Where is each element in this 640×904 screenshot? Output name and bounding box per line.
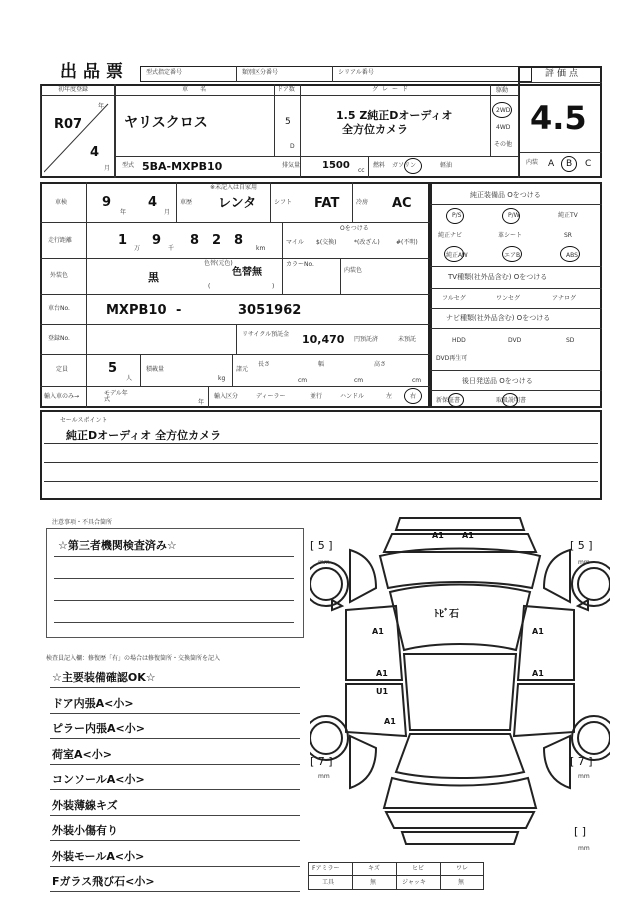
equip-tv: 純正TV: [558, 212, 578, 219]
ac-label: 冷房: [356, 199, 369, 206]
tire-front-right: [ 5 ]: [570, 539, 593, 552]
equip-airbag-circle: [502, 246, 522, 262]
mile-circle-note: Oをつける: [340, 225, 369, 232]
fuel-gasoline: ガソリン: [392, 162, 417, 169]
navi-title: ナビ種類(社外品含む) Oをつける: [446, 314, 551, 322]
class-no-label: 類別区分番号: [242, 69, 279, 76]
door-count: 5: [285, 117, 291, 127]
equip-airbag: エアB: [504, 252, 521, 259]
dims-label: 諸元: [236, 366, 249, 373]
damage-mark: A1: [462, 531, 474, 540]
damage-mark: A1: [376, 669, 388, 678]
inspector-note: 外装薄線キズ: [52, 798, 118, 812]
first-reg-month: 4: [90, 145, 100, 160]
inspector-note: ピラー内張A<小>: [52, 722, 145, 735]
interior-a: A: [548, 159, 555, 169]
color-change-value: 色替無: [232, 267, 262, 278]
drive-2wd-circle: [492, 102, 512, 118]
displacement-unit: cc: [358, 167, 365, 174]
inspector-rule: [50, 815, 300, 816]
score-label: 評価点: [545, 69, 582, 79]
recycle-value: 10,470: [302, 333, 345, 346]
tire-unit: mm: [578, 845, 590, 852]
glass-header: ワレ: [456, 865, 469, 872]
interior-b: B: [566, 159, 573, 169]
notes-label: 注意事項・不具合箇所: [52, 519, 113, 526]
registration-label: 登録No.: [48, 335, 70, 342]
glass-header: キズ: [368, 865, 380, 872]
model-year-unit: 年: [198, 399, 205, 406]
drive-4wd: 4WD: [496, 124, 511, 131]
inspector-rule: [50, 764, 300, 765]
interior-color-label: 内装色: [344, 267, 363, 274]
inspector-rule: [50, 891, 300, 892]
after-manual: 取扱説明書: [496, 397, 527, 404]
capacity-unit: 人: [126, 375, 133, 382]
inspector-rule: [50, 789, 300, 790]
inspector-rule: [50, 713, 300, 714]
color-label: 外装色: [50, 272, 69, 279]
inspector-note: 外装モールA<小>: [52, 849, 145, 863]
fuel-label: 燃料: [373, 162, 386, 169]
model-label: 型式: [122, 162, 135, 169]
interior-b-circle: [561, 156, 577, 172]
inspection-year: 9: [102, 195, 112, 210]
mileage-unit-sen: 千: [168, 245, 175, 252]
tire-front-left: [ 5 ]: [310, 539, 333, 552]
payload-label: 積載量: [146, 366, 165, 373]
tire-rear-left: [ 7 ]: [310, 755, 333, 768]
car-diagram: [310, 510, 610, 890]
color-no-label: カラーNo.: [286, 261, 314, 268]
mileage-digit: 2: [212, 233, 222, 248]
equip-leather: 革シート: [498, 232, 523, 239]
damage-mark: A1: [532, 627, 544, 636]
dims-unit: cm: [298, 377, 308, 384]
inspector-rule: [50, 840, 300, 841]
navi-dvd-play: DVD再生可: [436, 355, 468, 362]
mile-tampered: *(改ざん): [354, 239, 380, 246]
chassis-prefix: MXPB10: [106, 303, 167, 318]
tire-unit: mm: [578, 559, 590, 566]
inspector-rule: [50, 866, 300, 867]
recycle-paid: 円預託済: [354, 336, 379, 343]
mileage-label: 走行距離: [48, 237, 73, 244]
inspector-note: 外装小傷有り: [52, 824, 118, 837]
dims-unit: cm: [412, 377, 422, 384]
mile-exchange: $(交換): [316, 239, 337, 246]
color-change-label: 色替(元色): [204, 260, 233, 267]
after-manual-circle: [502, 393, 518, 407]
first-reg-month-unit: 月: [104, 165, 111, 172]
tire-unit: mm: [318, 773, 330, 780]
inspector-note: ドア内張A<小>: [52, 696, 134, 710]
tire-unit: mm: [318, 559, 330, 566]
damage-mark: A1: [532, 669, 544, 678]
damage-mark: A1: [372, 627, 384, 636]
recycle-label: リサイクル預託金: [242, 331, 290, 338]
diesel-label: 軽油: [440, 162, 453, 169]
equip-ps: P/S: [452, 212, 462, 219]
recycle-unpaid: 未預託: [398, 336, 417, 343]
ac-value: AC: [392, 196, 412, 211]
after-title: 後日発送品 Oをつける: [462, 377, 533, 385]
glass-header: Fアミラー: [312, 865, 340, 872]
color-value: 黒: [148, 271, 159, 284]
interior-label: 内装: [526, 159, 539, 166]
equipment-title: 純正装備品 Oをつける: [470, 191, 541, 199]
paren-close: ): [272, 283, 275, 290]
chassis-label: 車台No.: [48, 305, 70, 312]
glass-value: 工具: [322, 879, 335, 886]
notes-line1: ☆第三者機関検査済み☆: [58, 539, 177, 552]
displacement-label: 排気量: [282, 162, 301, 169]
history-label: 車歴: [180, 199, 193, 206]
sales-label: セールスポイント: [60, 417, 108, 424]
mile-unknown: #(不明): [396, 239, 418, 246]
fuel-circle: [404, 158, 422, 174]
inspection-month: 4: [148, 195, 158, 210]
door-count-label: ドア数: [277, 86, 295, 93]
glass-header: ヒビ: [412, 865, 425, 872]
handle-right-circle: [404, 388, 422, 404]
interior-c: C: [585, 159, 592, 169]
dims-height: 高さ: [374, 361, 387, 368]
sales-box: [40, 410, 602, 500]
import-parallel: 並行: [310, 393, 323, 400]
handle-right: 右: [410, 393, 417, 400]
first-reg-label: 初年度登録: [58, 86, 89, 93]
mile-label: マイル: [286, 239, 304, 246]
mileage-unit-km: km: [256, 245, 266, 252]
equip-abs: ABS: [566, 252, 578, 259]
drive-label: 駆動: [496, 87, 509, 94]
damage-mark: A1: [384, 717, 396, 726]
import-type-label: 輸入区分: [214, 393, 239, 400]
tv-fullseg: フルセグ: [442, 295, 466, 302]
mileage-digits: [100, 228, 270, 254]
equip-pw: P/W: [508, 212, 520, 219]
page-title: 出品票: [60, 62, 129, 82]
drive-2wd: 2WD: [496, 107, 511, 114]
grade-line1: 1.5 Z純正Dオーディオ: [336, 109, 453, 122]
equip-abs-circle: [560, 246, 580, 262]
diagonal-slash: [44, 100, 114, 176]
damage-mark: A1: [432, 531, 444, 540]
glass-value: 無: [458, 879, 465, 886]
inspector-rule: [50, 687, 300, 688]
grade-label: グレード: [372, 86, 413, 93]
tire-unit: mm: [578, 773, 590, 780]
month-unit: 月: [164, 209, 171, 216]
inspector-note: Fガラス飛び石<小>: [52, 875, 155, 888]
inspector-note: コンソールA<小>: [52, 773, 145, 786]
equip-aw: 純正AW: [446, 252, 468, 259]
car-name: ヤリスクロス: [124, 115, 208, 131]
chassis-dash: -: [176, 303, 182, 318]
type-spec-label: 型式指定番号: [146, 69, 183, 76]
chassis-number: 3051962: [238, 303, 302, 318]
handle-left: 左: [386, 393, 393, 400]
equip-aw-circle: [444, 246, 464, 262]
door-unit: D: [290, 143, 295, 150]
history-note: ※未記入は自家用: [210, 184, 258, 191]
details-box: [40, 182, 430, 408]
shift-label: シフト: [274, 199, 293, 206]
after-warranty: 新保証書: [436, 397, 461, 404]
equip-navi: 純正ナビ: [438, 232, 463, 239]
tire-rear-right: [ 7 ]: [570, 755, 593, 768]
equip-sr: SR: [564, 232, 572, 239]
tv-analog: アナログ: [552, 295, 577, 302]
inspector-rule: [50, 738, 300, 739]
damage-mark: U1: [376, 687, 389, 696]
damage-mark: ﾄﾋﾞ石: [434, 609, 459, 620]
paren-open: (: [208, 283, 211, 290]
grade-line2: 全方位カメラ: [342, 123, 408, 136]
tv-title: TV種類(社外品含む) Oをつける: [448, 273, 548, 281]
inspector-note: 荷室A<小>: [52, 747, 112, 761]
score-value: 4.5: [530, 99, 587, 137]
import-label: 輸入車のみ→: [44, 393, 80, 400]
glass-value: 無: [370, 879, 377, 886]
payload-unit: kg: [218, 375, 226, 382]
car-name-label: 車名: [182, 86, 219, 93]
drive-other: その他: [494, 141, 513, 148]
displacement-value: 1500: [322, 160, 350, 171]
first-reg-era: R07: [54, 117, 83, 132]
equip-ps-circle: [446, 208, 464, 224]
dims-width: 幅: [318, 361, 325, 368]
mileage-digit: 8: [190, 233, 200, 248]
capacity-value: 5: [108, 361, 118, 376]
glass-value: ジャッキ: [402, 879, 426, 886]
serial-no-label: シリアル番号: [338, 69, 374, 76]
mileage-unit-man: 万: [134, 245, 141, 252]
model-year-label: モデル年式: [104, 390, 128, 403]
dims-length: 長さ: [258, 361, 271, 368]
header-fields: [140, 66, 532, 82]
inspector-note: ☆主要装備確認OK☆: [52, 671, 156, 684]
inspector-label: 検査員記入欄：修復歴「有」の場合は修復箇所・交換箇所を記入: [46, 655, 221, 662]
inspection-label: 車検: [55, 199, 68, 206]
mileage-digit: 8: [234, 233, 244, 248]
dims-unit: cm: [354, 377, 364, 384]
history-value: レンタ: [218, 196, 257, 211]
year-unit: 年: [120, 209, 127, 216]
navi-sd: SD: [566, 337, 575, 344]
handle-label: ハンドル: [340, 393, 365, 400]
tv-oneseg: ワンセグ: [496, 295, 521, 302]
navi-dvd: DVD: [508, 337, 522, 344]
mileage-digit: 1: [118, 233, 128, 248]
capacity-label: 定員: [56, 366, 69, 373]
import-dealer: ディーラー: [256, 393, 286, 400]
model-code: 5BA-MXPB10: [142, 160, 223, 173]
after-warranty-circle: [448, 393, 464, 407]
navi-hdd: HDD: [452, 337, 466, 344]
equip-pw-circle: [502, 208, 520, 224]
shift-value: FAT: [314, 196, 340, 211]
first-reg-year-unit: 年: [98, 103, 105, 110]
spare-tire: [ ]: [574, 825, 587, 838]
sales-text: 純正Dオーディオ 全方位カメラ: [66, 429, 222, 442]
mileage-digit: 9: [152, 233, 162, 248]
